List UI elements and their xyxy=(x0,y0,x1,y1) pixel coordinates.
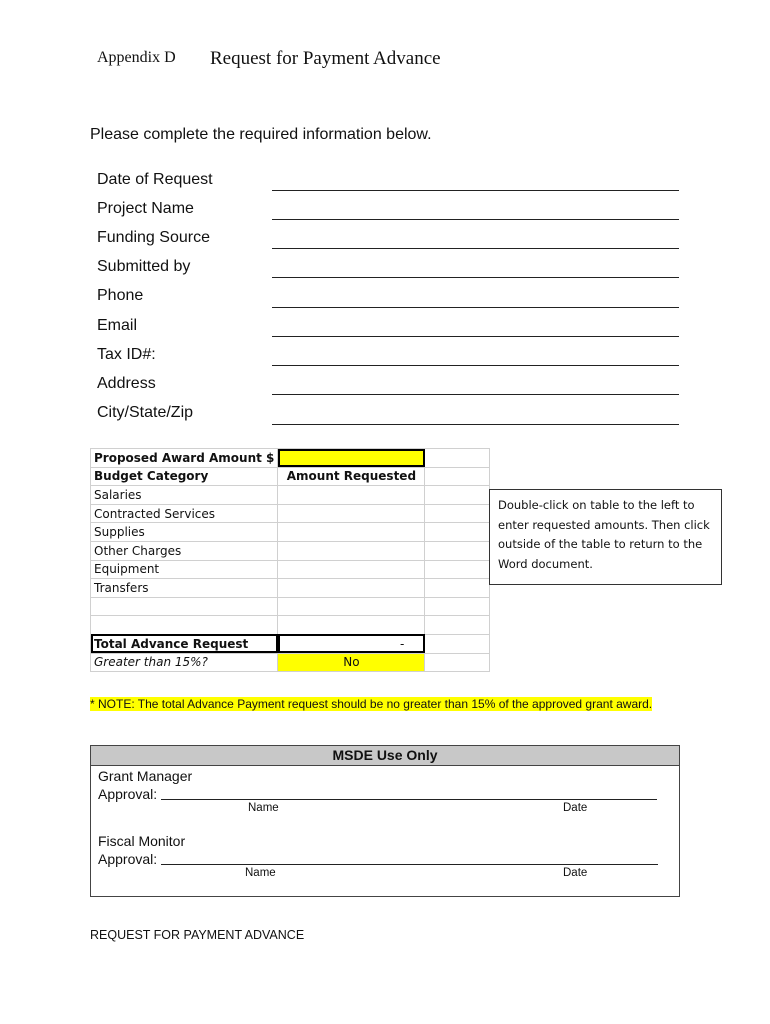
date-of-request-line[interactable] xyxy=(272,189,679,191)
grant-manager-date-caption: Date xyxy=(563,802,588,814)
field-label-date: Date of Request xyxy=(97,171,213,188)
fiscal-monitor-name-caption: Name xyxy=(245,867,276,879)
field-label-funding: Funding Source xyxy=(97,229,210,246)
table-row xyxy=(91,504,490,523)
table-row xyxy=(91,523,490,542)
address-line[interactable] xyxy=(272,393,679,395)
submitted-by-line[interactable] xyxy=(272,276,679,278)
instructions-text: Please complete the required information below. xyxy=(90,126,432,143)
page-footer: REQUEST FOR PAYMENT ADVANCE xyxy=(90,928,305,942)
amount-supplies-cell[interactable] xyxy=(278,523,425,542)
grant-manager-approval-line[interactable] xyxy=(161,799,657,800)
category-contracted-services: Contracted Services xyxy=(91,504,278,523)
city-state-zip-line[interactable] xyxy=(272,423,679,425)
category-supplies: Supplies xyxy=(91,523,278,542)
table-row xyxy=(91,449,490,468)
funding-source-line[interactable] xyxy=(272,247,679,249)
table-row xyxy=(91,616,490,635)
amount-equipment-cell[interactable] xyxy=(278,560,425,579)
field-label-email: Email xyxy=(97,317,138,334)
phone-line[interactable] xyxy=(272,306,679,308)
field-label-city: City/State/Zip xyxy=(97,404,194,421)
table-row xyxy=(91,486,490,505)
footnote-text: * NOTE: The total Advance Payment request should be no greater than 15% of the approved grant award. xyxy=(90,697,653,711)
table-row xyxy=(91,634,490,653)
msde-header: MSDE Use Only xyxy=(91,746,679,766)
field-label-project: Project Name xyxy=(97,200,194,217)
fiscal-monitor-approval-label: Approval: xyxy=(98,851,158,867)
amount-requested-header: Amount Requested xyxy=(278,467,425,486)
table-row xyxy=(91,597,490,616)
blank-category-cell[interactable] xyxy=(91,616,278,635)
instruction-note-box: Double-click on table to the left to enter requested amounts. Then click outside of the table to return to the Word document. xyxy=(489,489,722,585)
total-advance-value: - xyxy=(278,634,425,653)
msde-use-only-box xyxy=(90,745,680,897)
category-salaries: Salaries xyxy=(91,486,278,505)
budget-category-header: Budget Category xyxy=(91,467,278,486)
proposed-award-label: Proposed Award Amount $ xyxy=(91,449,278,468)
appendix-label: Appendix D xyxy=(97,49,176,66)
footnote xyxy=(90,696,670,712)
fiscal-monitor-label: Fiscal Monitor xyxy=(98,833,186,849)
amount-transfers-cell[interactable] xyxy=(278,579,425,598)
budget-table[interactable] xyxy=(90,448,490,672)
tax-id-line[interactable] xyxy=(272,364,679,366)
project-name-line[interactable] xyxy=(272,218,679,220)
blank-amount-cell[interactable] xyxy=(278,616,425,635)
blank-category-cell[interactable] xyxy=(91,597,278,616)
category-other-charges: Other Charges xyxy=(91,541,278,560)
grant-manager-label: Grant Manager xyxy=(98,768,193,784)
fiscal-monitor-approval-line[interactable] xyxy=(161,864,658,865)
amount-salaries-cell[interactable] xyxy=(278,486,425,505)
category-equipment: Equipment xyxy=(91,560,278,579)
blank-amount-cell[interactable] xyxy=(278,597,425,616)
field-label-submitted: Submitted by xyxy=(97,258,191,275)
table-row xyxy=(91,541,490,560)
field-label-taxid: Tax ID#: xyxy=(97,346,156,363)
field-label-address: Address xyxy=(97,375,156,392)
fiscal-monitor-date-caption: Date xyxy=(563,867,588,879)
table-row xyxy=(91,560,490,579)
amount-contracted-services-cell[interactable] xyxy=(278,504,425,523)
email-line[interactable] xyxy=(272,335,679,337)
table-row xyxy=(91,653,490,672)
amount-other-charges-cell[interactable] xyxy=(278,541,425,560)
category-transfers: Transfers xyxy=(91,579,278,598)
table-row xyxy=(91,579,490,598)
total-advance-label: Total Advance Request xyxy=(91,634,278,653)
greater-than-label: Greater than 15%? xyxy=(91,653,278,672)
grant-manager-approval-label: Approval: xyxy=(98,786,158,802)
greater-than-value: No xyxy=(278,653,425,672)
field-label-phone: Phone xyxy=(97,287,144,304)
table-row xyxy=(91,467,490,486)
grant-manager-name-caption: Name xyxy=(248,802,279,814)
proposed-award-input[interactable] xyxy=(278,449,425,468)
page-title: Request for Payment Advance xyxy=(210,48,441,69)
